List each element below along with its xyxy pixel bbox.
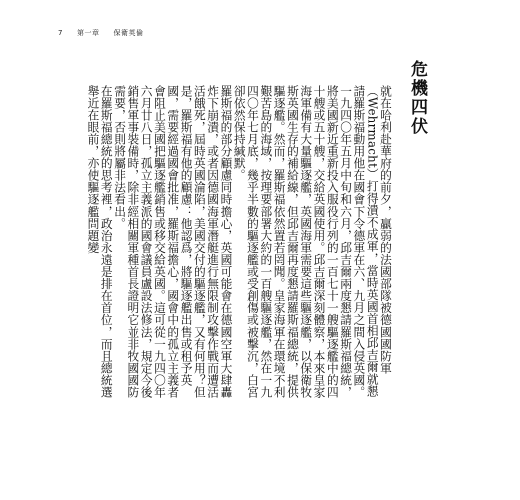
chapter-title: 保衛英倫 [113,29,144,37]
paragraph: 就在哈利赴華府的前夕，贏弱的法國部隊被德國國防軍（Wehrmacht）打得潰不成軍，當時英國首相邱吉爾就懇請羅斯福動用他在國會下令德軍在六、九月之間入侵英國。一九四〇年五月中旬和六月，邱吉爾兩度懇請羅斯福總統，將美國新近重新投入服役行列的一百七十一艘驅逐艦中的四十艘或五十艘，交給英國使用。邱吉爾深刻體察，本來皇家海軍備有大量驅逐艦，英國海軍需要這些驅逐艦，以保衛牧斯英國生存的補給線，但邱吉爾再度懇請羅斯福總統，提供驅逐艦。然而，羅斯福依然置若罔聞。皇家海軍在環境不利艱苦島的海域，按理要部署大約的一百艘驅逐艦，然在一九四〇年七月底，幾乎半數的驅逐艦或受創傷或被擊沉，白宮卻依然保持緘默。 [232,84,393,399]
vertical-text-body [86,58,428,408]
section-title: 危機四伏 [407,60,427,136]
page-number: 7 [58,29,63,37]
running-header [58,28,143,38]
paragraph: 羅斯福的部分顧慮同時擔心，英國可能會在德國空軍大肆轟炸下崩潰，或者因德國海軍潛艇進行無限制攻擊作戰而遭活活餓死，屆時英國淪陷，美國交付的驅逐艦，又有何用？但是，羅斯福有他的顧慮：他認爲，將驅逐艦出售或租予英國，需要經過國會批准，羅斯福擔心，國會中的孤立主義者會阻止美國把驅逐艦銷售或移交給英國。這可從一九四〇年六月廿八日，孤立主義派的國會議員盧設法修法，規定今後銷售軍事裝備時，除非經相關軍種首長證明它並非牧國國防需要，否則將屬非法看出。 [113,84,234,399]
paragraph: 在羅斯福總統的思考裡，政治永遠是排在首位，而且總統選舉近在眼前，亦使驅逐艦問題變 [86,84,114,399]
chapter-label: 第一章 [76,29,100,37]
